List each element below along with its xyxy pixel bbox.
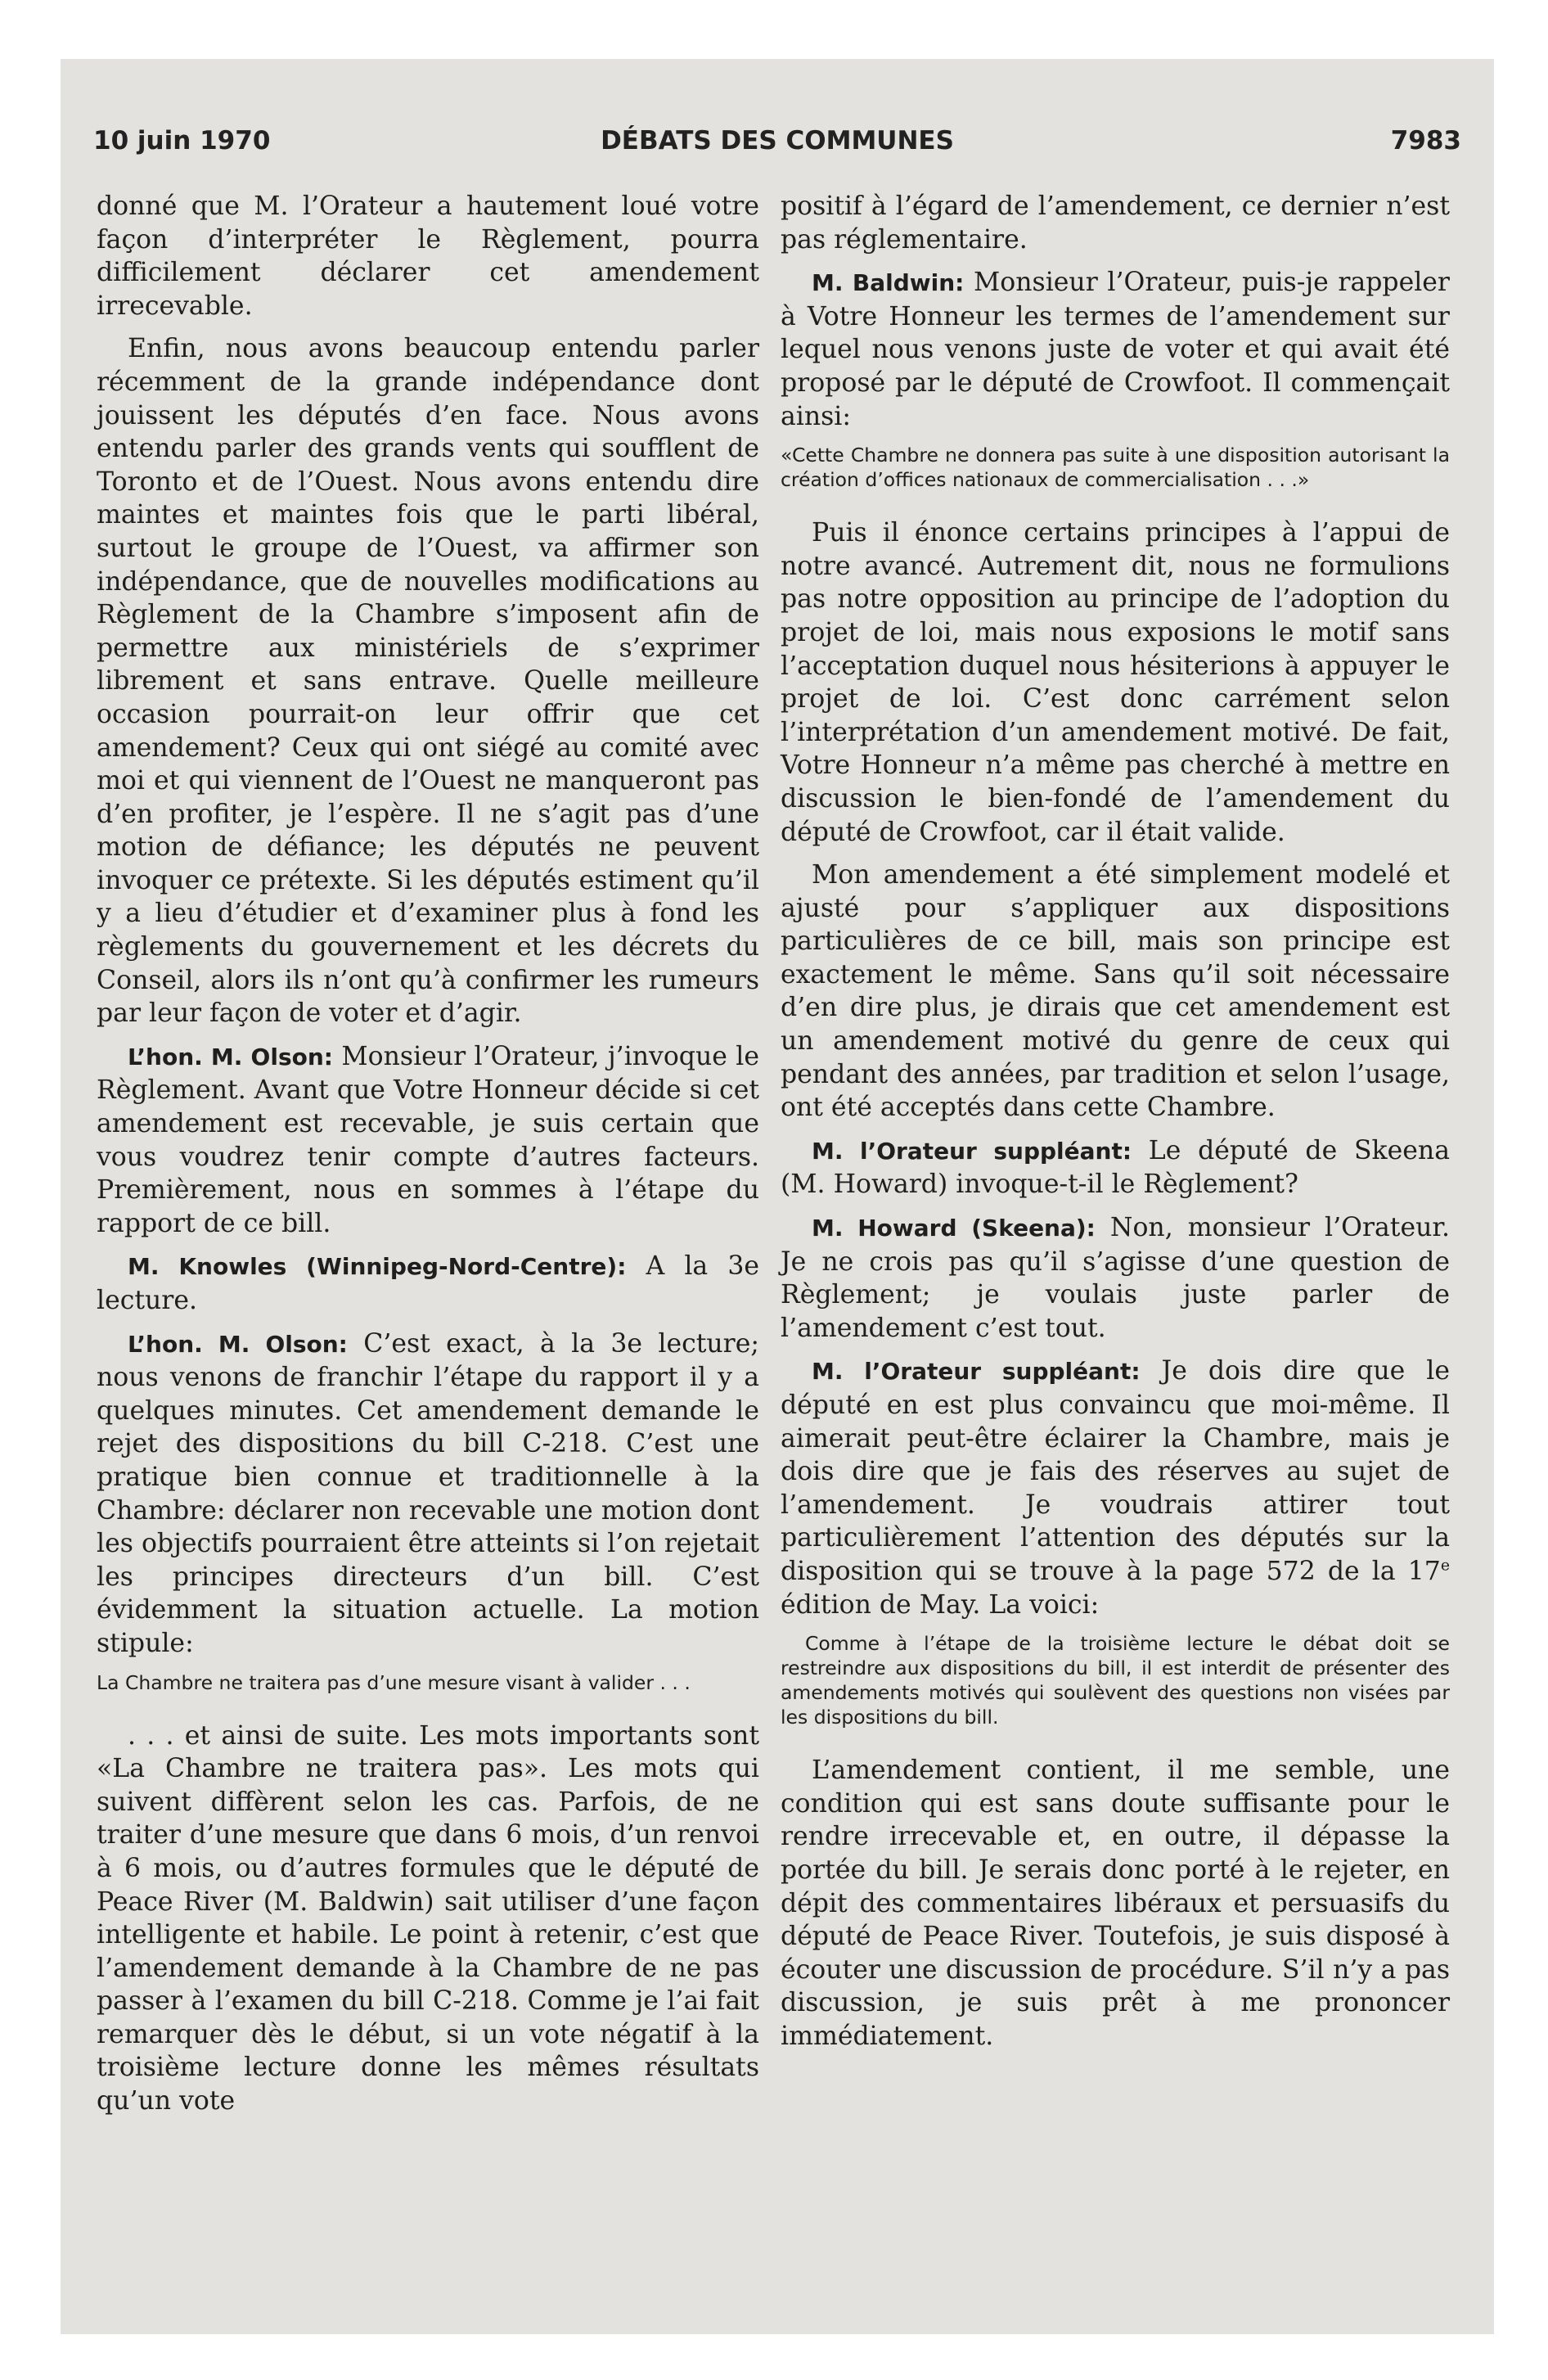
paragraph <box>781 1134 1450 1201</box>
paragraph: Enfin, nous avons beaucoup entendu parler récemment de la grande indépendance dont jouissent les députés d’en face. Nous avons entendu parler des grands vents qui soufflent de Toronto et de l’Ouest. Nous avons entendu dire maintes et maintes fois que le parti libéral, surtout le groupe de l’Ouest, va affirmer son indépendance, que de nouvelles modifications au Règlement de la Chambre s’imposent afin de permettre aux ministériels de s’exprimer librement et sans entrave. Quelle meilleure occasion pourrait-on leur offrir que cet amendement? Ceux qui ont siégé au comité avec moi et qui viennent de l’Ouest ne manqueront pas d’en profiter, je l’espère. Il ne s’agit pas d’une motion de défiance; les députés ne peuvent invoquer ce prétexte. Si les députés estiment qu’il y a lieu d’étudier et d’examiner plus à fond les règlements du gouvernement et les décrets du Conseil, alors ils n’ont qu’à confirmer les rumeurs par leur façon de voter et d’agir. <box>97 334 759 1029</box>
speaker-name: L’hon. M. Olson: <box>128 1330 348 1358</box>
speech-text: Non, monsieur l’Orateur. Je ne crois pas qu’il s’agisse d’une question de Règlement; je voulais juste parler de l’amendement c’est tout. <box>781 1213 1450 1343</box>
paragraph <box>97 1040 759 1241</box>
right-column <box>781 190 1450 2063</box>
paragraph <box>97 1327 759 1661</box>
speech-text: Monsieur l’Orateur, puis-je rappeler à Votre Honneur les termes de l’amendement sur lequel nous venons juste de voter et qui avait été proposé par le député de Crowfoot. Il commençait ainsi: <box>781 268 1450 431</box>
paragraph <box>781 266 1450 433</box>
paragraph: positif à l’égard de l’amendement, ce dernier n’est pas réglementaire. <box>781 192 1450 255</box>
paragraph <box>781 1211 1450 1345</box>
paragraph: L’amendement contient, il me semble, une condition qui est sans doute suffisante pour le rendre irrecevable et, en outre, il dépasse la portée du bill. Je serais donc porté à le rejeter, en dépit des commentaires libéraux et persuasifs du député de Peace River. Toutefois, je suis disposé à écouter une discussion de procédure. S’il n’y a pas discussion, je suis prêt à me prononcer immédiatement. <box>781 1756 1450 2051</box>
speech-text: Monsieur l’Orateur, j’invoque le Règlement. Avant que Votre Honneur décide si cet amendement est recevable, je suis certain que vous voudrez tenir compte d’autres facteurs. Premièrement, nous en sommes à l’étape du rapport de ce bill. <box>97 1041 759 1238</box>
speech-text: A la 3e lecture. <box>97 1251 760 1315</box>
paragraph <box>781 1355 1450 1621</box>
page <box>61 59 1494 2334</box>
left-column <box>97 190 759 2128</box>
header-page-number: 7983 <box>1390 126 1461 156</box>
speech-text: édition de May. La voici: <box>781 1589 1100 1620</box>
paragraph: . . . et ainsi de suite. Les mots importants sont «La Chambre ne traitera pas». Les mots qui suivent diffèrent selon les cas. Parfois, de ne traiter d’une mesure que dans 6 mois, d’un renvoi à 6 mois, ou d’autres formules que le député de Peace River (M. Baldwin) sait utiliser d’une façon intelligente et habile. Le point à retenir, c’est que l’amendement demande à la Chambre de ne pas passer à l’examen du bill C-218. Comme je l’ai fait remarquer dès le début, si un vote négatif à la troisième lecture donne les mêmes résultats qu’un vote <box>97 1720 759 2116</box>
paragraph: Mon amendement a été simplement modelé et ajusté pour s’appliquer aux dispositions particulières de ce bill, mais son principe est exactement le même. Sans qu’il soit nécessaire d’en dire plus, je dirais que cet amendement est un amendement motivé du genre de ceux qui pendant des années, par tradition et selon l’usage, ont été acceptés dans cette Chambre. <box>781 860 1450 1123</box>
speaker-name: M. Howard (Skeena): <box>812 1215 1096 1242</box>
paragraph: donné que M. l’Orateur a hautement loué votre façon d’interpréter le Règlement, pourra difficilement déclarer cet amendement irrecevable. <box>97 192 759 321</box>
speaker-name: M. Baldwin: <box>812 269 965 297</box>
paragraph: Puis il énonce certains principes à l’appui de notre avancé. Autrement dit, nous ne formulions pas notre opposition au principe de l’adoption du projet de loi, mais nous exposions le motif sans l’acceptation duquel nous hésiterions à appuyer le projet de loi. C’est donc carrément selon l’interprétation d’un amendement motivé. De fait, Votre Honneur n’a même pas cherché à mettre en discussion le bien-fondé de l’amendement du député de Crowfoot, car il était valide. <box>781 518 1450 847</box>
speaker-name: M. Knowles (Winnipeg-Nord-Centre): <box>128 1253 627 1281</box>
speech-text: C’est exact, à la 3e lecture; nous venons de franchir l’étape du rapport il y a quelques minutes. Cet amendement demande le rejet des dispositions du bill C-218. C’est une pratique bien connue et traditionnelle à la Chambre: déclarer non recevable une motion dont les objectifs pourraient être atteints si l’on rejetait les principes directeurs d’un bill. C’est évidemment la situation actuelle. La motion stipule: <box>97 1328 759 1658</box>
superscript: e <box>1440 1556 1450 1575</box>
speaker-name: L’hon. M. Olson: <box>128 1043 333 1071</box>
scanned-page-background <box>61 59 1494 2334</box>
speaker-name: M. l’Orateur suppléant: <box>812 1137 1132 1165</box>
speaker-name: M. l’Orateur suppléant: <box>812 1358 1141 1386</box>
block-quote: «Cette Chambre ne donnera pas suite à une disposition autorisant la création d’offices nationaux de commercialisation . . .» <box>781 444 1450 492</box>
header-date: 10 juin 1970 <box>93 126 271 156</box>
paragraph <box>97 1250 759 1317</box>
header-title: DÉBATS DES COMMUNES <box>601 126 954 156</box>
block-quote: Comme à l’étape de la troisième lecture le débat doit se restreindre aux dispositions du bill, il est interdit de présenter des amendements motivés qui soulèvent des questions non visées par les dispositions du bill. <box>781 1632 1450 1729</box>
page-header <box>93 126 1461 167</box>
speech-text: Je dois dire que le député en est plus convaincu que moi-même. Il aimerait peut-être éclairer la Chambre, mais je dois dire que je fais des réserves au sujet de l’amendement. Je voudrais attirer tout particulièrement l’attention des députés sur la disposition qui se trouve à la page 572 de la 17 <box>781 1356 1450 1586</box>
block-quote: La Chambre ne traitera pas d’une mesure visant à valider . . . <box>97 1670 691 1694</box>
speech-text: Le député de Skeena (M. Howard) invoque-t-il le Règlement? <box>781 1135 1450 1200</box>
